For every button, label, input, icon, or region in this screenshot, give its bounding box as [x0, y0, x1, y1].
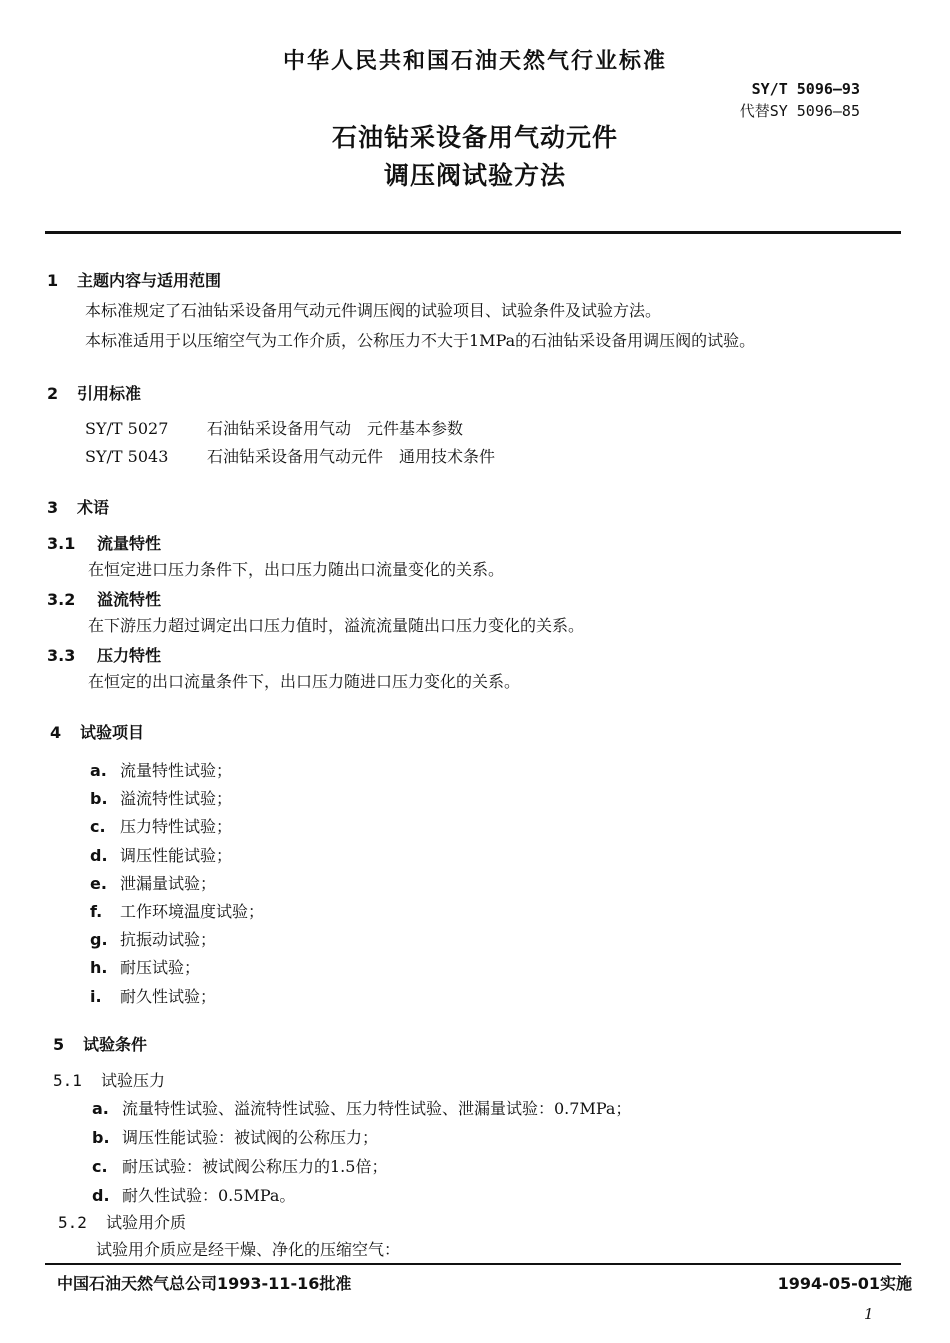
effective-date: 1994-05-01实施 [777, 1274, 912, 1293]
section-1-paragraph: 本标准适用于以压缩空气为工作介质，公称压力不大于1MPa的石油钻采设备用调压阀的试验。 [85, 331, 756, 350]
test-item: d. 调压性能试验； [90, 846, 233, 865]
reference-item: SY/T 5043 石油钻采设备用气动元件 通用技术条件 [85, 447, 496, 466]
subsection-5-2-heading: 5.2 试验用介质 [58, 1213, 187, 1232]
subsection-5-1-heading: 5.1 试验压力 [53, 1071, 166, 1090]
industry-standard-heading: 中华人民共和国石油天然气行业标准 [282, 49, 667, 74]
test-item: i. 耐久性试验； [90, 987, 217, 1006]
footer-divider [45, 1263, 901, 1265]
reference-item: SY/T 5027 石油钻采设备用气动 元件基本参数 [85, 419, 464, 438]
subsection-5-2-text: 试验用介质应是经干燥、净化的压缩空气： [96, 1240, 401, 1259]
section-4-heading: 4 试验项目 [50, 723, 145, 742]
section-5-heading: 5 试验条件 [53, 1035, 148, 1054]
subsection-3-2-text: 在下游压力超过调定出口压力值时，溢流流量随出口压力变化的关系。 [88, 616, 585, 635]
section-2-heading: 2 引用标准 [47, 384, 142, 403]
test-item: e. 泄漏量试验； [90, 874, 217, 893]
section-3-heading: 3 术语 [47, 498, 110, 517]
section-1-paragraph: 本标准规定了石油钻采设备用气动元件调压阀的试验项目、试验条件及试验方法。 [85, 301, 662, 320]
test-pressure-item: c. 耐压试验：被试阀公称压力的1.5倍； [92, 1157, 388, 1176]
section-1-heading: 1 主题内容与适用范围 [47, 271, 222, 290]
test-item: c. 压力特性试验； [90, 817, 233, 836]
document-title-line2: 调压阀试验方法 [383, 161, 566, 190]
page-number: 1 [864, 1305, 874, 1323]
test-item: f. 工作环境温度试验； [90, 902, 265, 921]
header-divider [45, 231, 901, 234]
subsection-3-1-heading: 3.1 流量特性 [47, 534, 162, 553]
test-pressure-item: a. 流量特性试验、溢流特性试验、压力特性试验、泄漏量试验：0.7MPa； [92, 1099, 632, 1118]
replaces-standard: 代替SY 5096—85 [739, 102, 860, 120]
subsection-3-2-heading: 3.2 溢流特性 [47, 590, 162, 609]
test-item: b. 溢流特性试验； [90, 789, 233, 808]
approval-note: 中国石油天然气总公司1993-11-16批准 [57, 1274, 352, 1293]
test-item: h. 耐压试验； [90, 958, 201, 977]
test-pressure-item: b. 调压性能试验：被试阀的公称压力； [92, 1128, 379, 1147]
subsection-3-3-text: 在恒定的出口流量条件下，出口压力随进口压力变化的关系。 [88, 672, 521, 691]
test-item: g. 抗振动试验； [90, 930, 217, 949]
standard-code: SY/T 5096—93 [751, 80, 860, 98]
document-title-line1: 石油钻采设备用气动元件 [331, 123, 618, 152]
subsection-3-3-heading: 3.3 压力特性 [47, 646, 162, 665]
test-pressure-item: d. 耐久性试验：0.5MPa。 [92, 1186, 296, 1205]
test-item: a. 流量特性试验； [90, 761, 233, 780]
subsection-3-1-text: 在恒定进口压力条件下，出口压力随出口流量变化的关系。 [88, 560, 505, 579]
